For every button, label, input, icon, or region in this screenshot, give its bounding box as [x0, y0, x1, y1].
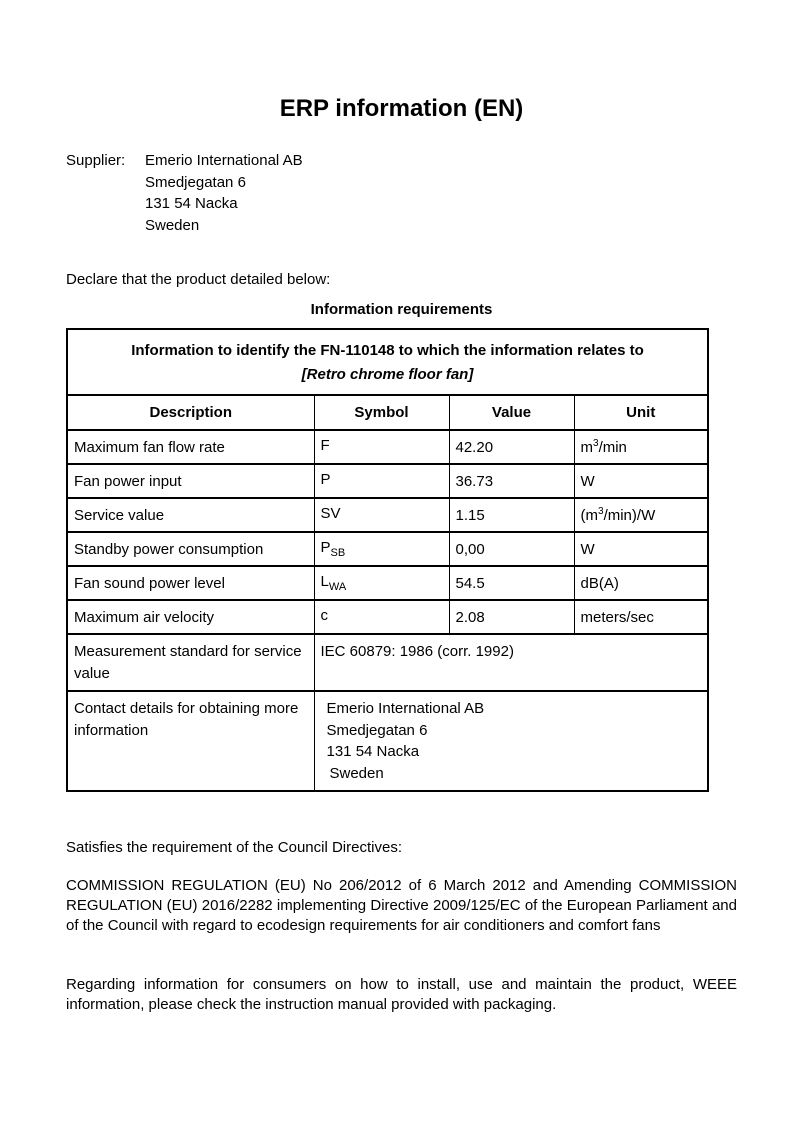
- page-title: ERP information (EN): [279, 95, 524, 122]
- unit-cell: W: [574, 532, 708, 566]
- table-row: [67, 430, 708, 464]
- supplier-address-line: 131 54 Nacka: [145, 195, 238, 212]
- table-row: [67, 498, 708, 532]
- contact-details-row: [67, 691, 708, 791]
- contact-address-line: 131 54 Nacka: [326, 743, 420, 760]
- contact-address-line: Smedjegatan 6: [326, 721, 428, 739]
- unit-cell: W: [574, 464, 708, 498]
- table-title: Information to identify the FN-110148 to which the information relates to: [131, 342, 644, 359]
- value-cell: 1.15: [449, 498, 574, 532]
- measurement-standard-value-cell: IEC 60879: 1986 (corr. 1992): [314, 634, 708, 691]
- symbol-cell: c: [314, 600, 449, 634]
- description-cell: Service value: [67, 498, 314, 532]
- col-header-unit: Unit: [574, 395, 708, 430]
- description-cell: Maximum fan flow rate: [67, 430, 314, 464]
- value-cell: 42.20: [449, 430, 574, 464]
- table-subtitle: [Retro chrome floor fan]: [301, 366, 474, 383]
- col-header-description: Description: [67, 395, 314, 430]
- col-header-value: Value: [449, 395, 574, 430]
- table-row: [67, 566, 708, 600]
- table-caption: Information requirements: [310, 301, 493, 318]
- table-header-cell: [67, 329, 708, 395]
- contact-label-cell: Contact details for obtaining more information: [67, 691, 314, 791]
- description-cell: Standby power consumption: [67, 532, 314, 566]
- column-header-row: [67, 395, 708, 430]
- supplier-address: [145, 150, 303, 236]
- information-requirements-table: [66, 328, 709, 792]
- contact-address-cell: [314, 691, 708, 791]
- table-header-row: [67, 329, 708, 395]
- description-cell: Maximum air velocity: [67, 600, 314, 634]
- symbol-cell: $L_{WA}$: [314, 566, 449, 600]
- value-cell: 0,00: [449, 532, 574, 566]
- unit-cell: meters/sec: [574, 600, 708, 634]
- symbol-cell: P: [314, 464, 449, 498]
- symbol-cell: $P_{SB}$: [314, 532, 449, 566]
- unit-cell: dB(A): [574, 566, 708, 600]
- declare-line: Declare that the product detailed below:: [66, 271, 331, 288]
- supplier-label: Supplier:: [66, 152, 126, 169]
- supplier-address-line: Sweden: [145, 216, 200, 234]
- contact-address-line: Emerio International AB: [326, 700, 485, 717]
- satisfies-line: Satisfies the requirement of the Council Directives:: [66, 839, 402, 856]
- value-cell: 36.73: [449, 464, 574, 498]
- supplier-block: [66, 150, 737, 236]
- unit-cell: $(m^3/\min)/W$: [574, 498, 708, 532]
- description-cell: Fan sound power level: [67, 566, 314, 600]
- col-header-symbol: Symbol: [314, 395, 449, 430]
- contact-address-line: Sweden: [329, 764, 384, 782]
- unit-cell: $m^3/\min$: [574, 430, 708, 464]
- value-cell: 54.5: [449, 566, 574, 600]
- supplier-address-line: Smedjegatan 6: [145, 173, 246, 191]
- measurement-standard-label-cell: Measurement standard for service value: [67, 634, 314, 691]
- weee-paragraph: Regarding information for consumers on how to install, use and maintain the product, WEEE information, please check the instruction manual provided with packaging.: [66, 976, 737, 1014]
- table-row: [67, 600, 708, 634]
- contact-address: [321, 698, 702, 784]
- description-cell: Fan power input: [67, 464, 314, 498]
- table-row: [67, 464, 708, 498]
- supplier-address-line: Emerio International AB: [145, 152, 303, 169]
- value-cell: 2.08: [449, 600, 574, 634]
- symbol-cell: SV: [314, 498, 449, 532]
- table-row: [67, 532, 708, 566]
- symbol-cell: F: [314, 430, 449, 464]
- regulation-paragraph: COMMISSION REGULATION (EU) No 206/2012 of 6 March 2012 and Amending COMMISSION REGULATION (EU) 2016/2282 implementing Directive 2009/125/EC of the European Parliament and of the Council with regard to ecodesign requirements for air conditioners and comfort fans: [66, 877, 737, 934]
- measurement-standard-row: [67, 634, 708, 691]
